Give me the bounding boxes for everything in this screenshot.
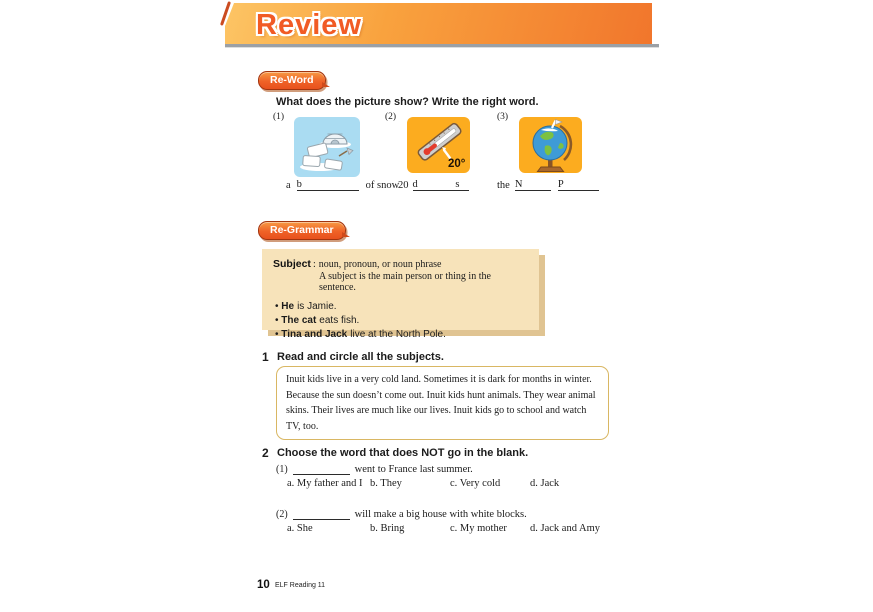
book-title: ELF Reading 11 — [275, 582, 326, 589]
grammar-explanation: A subject is the main person or thing in the sentence. — [319, 271, 491, 293]
item3-number: (3) — [497, 112, 509, 122]
igloo-snow-blocks-image — [294, 117, 360, 177]
q2-item1-sentence: went to France last summer. — [354, 464, 473, 475]
answer2-blank — [413, 177, 469, 191]
reading-passage-box — [276, 366, 609, 440]
q2-number: 2 — [262, 446, 269, 460]
q2-item1-option-a: a. My father and I — [287, 478, 363, 489]
re-word-badge-label: Re-Word — [270, 74, 314, 86]
example-sentence — [275, 328, 528, 342]
answer1-suffix: of snow — [365, 180, 400, 191]
q1-instruction: Read and circle all the subjects. — [277, 351, 444, 363]
example-sentence — [275, 300, 528, 314]
answer1-hint: b — [296, 179, 302, 190]
thermometer-icon — [407, 117, 470, 173]
q2-item2 — [276, 506, 527, 520]
answer2-hint-end: s — [455, 179, 460, 190]
q2-instruction: Choose the word that does NOT go in the blank. — [277, 447, 529, 459]
re-word-badge — [258, 71, 326, 90]
answer3-hint-first: N — [514, 179, 523, 190]
q2-item1-blank — [293, 461, 350, 475]
thermometer-image — [407, 117, 470, 173]
answer1-prefix: a — [286, 180, 291, 191]
thermometer-reading-label: 20° — [448, 158, 466, 170]
example-subject: The cat — [281, 315, 317, 326]
q2-item2-option-b: b. Bring — [370, 523, 405, 534]
example-subject: Tina and Jack — [281, 329, 348, 340]
q2-item2-blank — [293, 506, 350, 520]
definition-line — [273, 258, 528, 270]
item2-number: (2) — [385, 112, 397, 122]
answer1-blank — [297, 177, 359, 191]
globe-image — [519, 117, 582, 173]
answer2-hint-start: d — [412, 179, 418, 190]
q2-item1-option-c: c. Very cold — [450, 478, 501, 489]
answer2-prefix: 20 — [398, 180, 409, 191]
answer3-blank-second — [558, 177, 599, 191]
q1-number: 1 — [262, 350, 269, 364]
igloo-icon — [294, 117, 360, 177]
item1-number: (1) — [273, 112, 285, 122]
q2-item2-sentence: will make a big house with white blocks. — [354, 509, 527, 520]
example-subject: He — [281, 301, 295, 312]
grammar-definition-box — [262, 249, 539, 340]
q2-item1-option-d: d. Jack — [530, 478, 560, 489]
q2-item2-option-c: c. My mother — [450, 523, 507, 534]
re-word-instruction: What does the picture show? Write the right word. — [276, 96, 539, 108]
example-rest: live at the North Pole. — [350, 329, 446, 340]
answer3-prefix: the — [497, 180, 510, 191]
re-grammar-badge-label: Re-Grammar — [270, 224, 334, 236]
q2-item2-option-a: a. She — [287, 523, 313, 534]
answer3-hint-second: P — [557, 179, 564, 190]
q2-item1 — [276, 461, 473, 475]
q2-item2-number: (2) — [276, 509, 288, 520]
re-grammar-badge — [258, 221, 346, 240]
answer-line-item1 — [286, 177, 399, 191]
page-title: Review — [256, 9, 362, 41]
reading-passage: Inuit kids live in a very cold land. Sometimes it is dark for months in winter. Because the sun doesn’t come out. Inuit kids hunt animals. They wear animal skins. Their lives are much like our lives. Inuit kids go to school and watch TV, too. — [286, 374, 596, 432]
page-number: 10 — [257, 579, 270, 591]
example-rest: eats fish. — [319, 315, 360, 326]
q2-item1-number: (1) — [276, 464, 288, 475]
grammar-term: Subject — [273, 258, 311, 270]
q2-item2-option-d: d. Jack and Amy — [530, 523, 600, 534]
header-divider — [225, 44, 659, 47]
term-separator: : — [312, 259, 316, 270]
globe-icon — [519, 117, 582, 173]
answer-line-item2 — [398, 177, 469, 191]
example-list — [275, 300, 528, 342]
example-sentence — [275, 314, 528, 328]
answer3-blank-first — [515, 177, 551, 191]
answer-line-item3 — [497, 177, 599, 191]
grammar-definition: noun, pronoun, or noun phrase — [318, 259, 442, 270]
q2-item1-option-b: b. They — [370, 478, 402, 489]
example-rest: is Jamie. — [297, 301, 337, 312]
